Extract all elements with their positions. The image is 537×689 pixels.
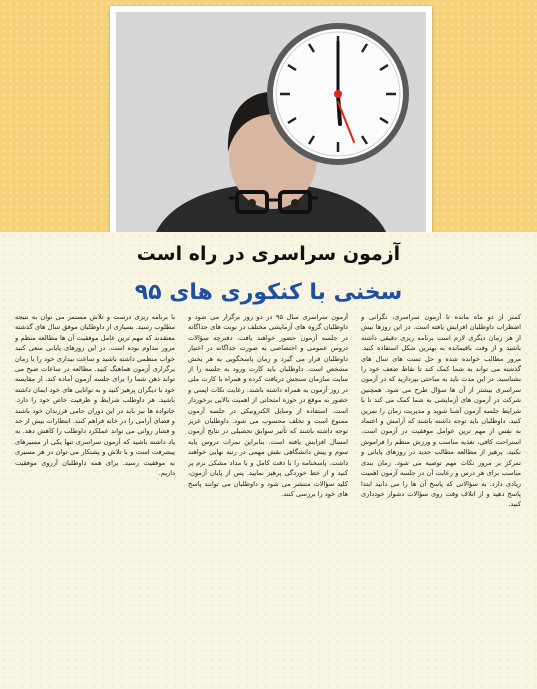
column-middle-text: آزمون سراسری سال ۹۵ در دو روز برگزار می شود و داوطلبان گروه های آزمایشی مختلف در نوبت های جداگانه در جلسه آزمون حضور خواهند یافت. دفترچه سؤالات دروس عمومی و اختصاصی به صورت جداگانه در اختیار داوطلبان قرار می گیرد و زمان پاسخگویی به هر بخش مشخص است. داوطلبان باید کارت ورود به جلسه را از سایت سازمان سنجش دریافت کرده و همراه با کارت ملی در روز آزمون به همراه داشته باشند. رعایت نکات ایمنی و حضور به موقع در حوزه امتحانی از اهمیت بالایی برخوردار است. استفاده از وسایل الکترونیکی در جلسه آزمون ممنوع است و تخلف محسوب می شود. داوطلبان عزیز توجه داشته باشند که تأثیر سوابق تحصیلی در نتایج آزمون امسال افزایش یافته است. بنابراین نمرات دروس پایه سوم و پیش دانشگاهی نقش مهمی در رتبه نهایی خواهند داشت. پاسخنامه را با دقت کامل و با مداد مشکی نرم پر کنید و از خط خوردگی پرهیز نمایید. پس از پایان آزمون، کلید سؤالات منتشر می شود و داوطلبان می توانند پاسخ های خود را بررسی کنند. xyxy=(188,313,348,498)
article-column-left xyxy=(15,312,175,672)
column-left-text: با برنامه ریزی درست و تلاش مستمر می توان به نتیجه مطلوب رسید. بسیاری از داوطلبان موفق سال های گذشته معتقدند که مهم ترین عامل موفقیت آن ها مطالعه منظم و مرور مداوم بوده است. در این روزهای پایانی سعی کنید خواب منظمی داشته باشید و ساعت بیداری خود را با زمان برگزاری آزمون هماهنگ کنید. مطالعه در ساعات صبح می تواند ذهن شما را برای جلسه آزمون آماده کند. از مقایسه خود با دیگران پرهیز کنید و به توانایی های خود ایمان داشته باشید. هر داوطلب شرایط و ظرفیت خاص خود را دارد. خانواده ها نیز باید در این دوران حامی فرزندان خود باشند و فضای آرامی را در خانه فراهم کنند. انتظارات بیش از حد و فشار روانی می تواند عملکرد داوطلب را کاهش دهد. به یاد داشته باشید که آزمون سراسری تنها یکی از مسیرهای پیشرفت است و با تلاش و پشتکار می توان در هر مسیری به موفقیت رسید. برای همه داوطلبان آرزوی موفقیت داریم. xyxy=(15,313,175,478)
article-column-middle xyxy=(188,312,348,672)
wall-clock-icon xyxy=(270,26,406,162)
column-right-text: کمتر از دو ماه مانده تا آزمون سراسری، نگرانی و اضطراب داوطلبان افزایش یافته است. در این روزها بیش از هر زمان دیگری لازم است برنامه ریزی دقیقی داشته باشید و از وقت باقیمانده به بهترین شکل استفاده کنید. مرور مطالب خوانده شده و حل تست های سال های گذشته می تواند به شما کمک کند تا نقاط ضعف خود را بشناسید. در این مدت باید به مباحثی بپردازید که در آزمون سراسری بیشتر از آن ها سؤال طرح می شود. همچنین شرکت در آزمون های آزمایشی به شما کمک می کند تا با شرایط جلسه آزمون آشنا شوید و مدیریت زمان را تمرین کنید. داوطلبان باید توجه داشته باشند که آرامش و اعتماد به نفس از مهم ترین عوامل موفقیت در آزمون است. استراحت کافی، تغذیه مناسب و ورزش منظم را فراموش نکنید. پرهیز از مطالعه مطالب جدید در روزهای پایانی و تمرکز بر مرور نکات مهم توصیه می شود. زمان بندی مناسب برای هر درس و رعایت آن در جلسه آزمون اهمیت زیادی دارد. به سؤالاتی که پاسخ آن ها را می دانید ابتدا پاسخ دهید و از اتلاف وقت روی سؤالات دشوار خودداری کنید. xyxy=(361,313,521,509)
article-subtitle: سخنی با کنکوری های ۹۵ xyxy=(134,280,403,305)
article-title: آزمون سراسری در راه است xyxy=(136,243,401,265)
clock-man-photo xyxy=(116,12,426,232)
article-column-right xyxy=(361,312,521,672)
